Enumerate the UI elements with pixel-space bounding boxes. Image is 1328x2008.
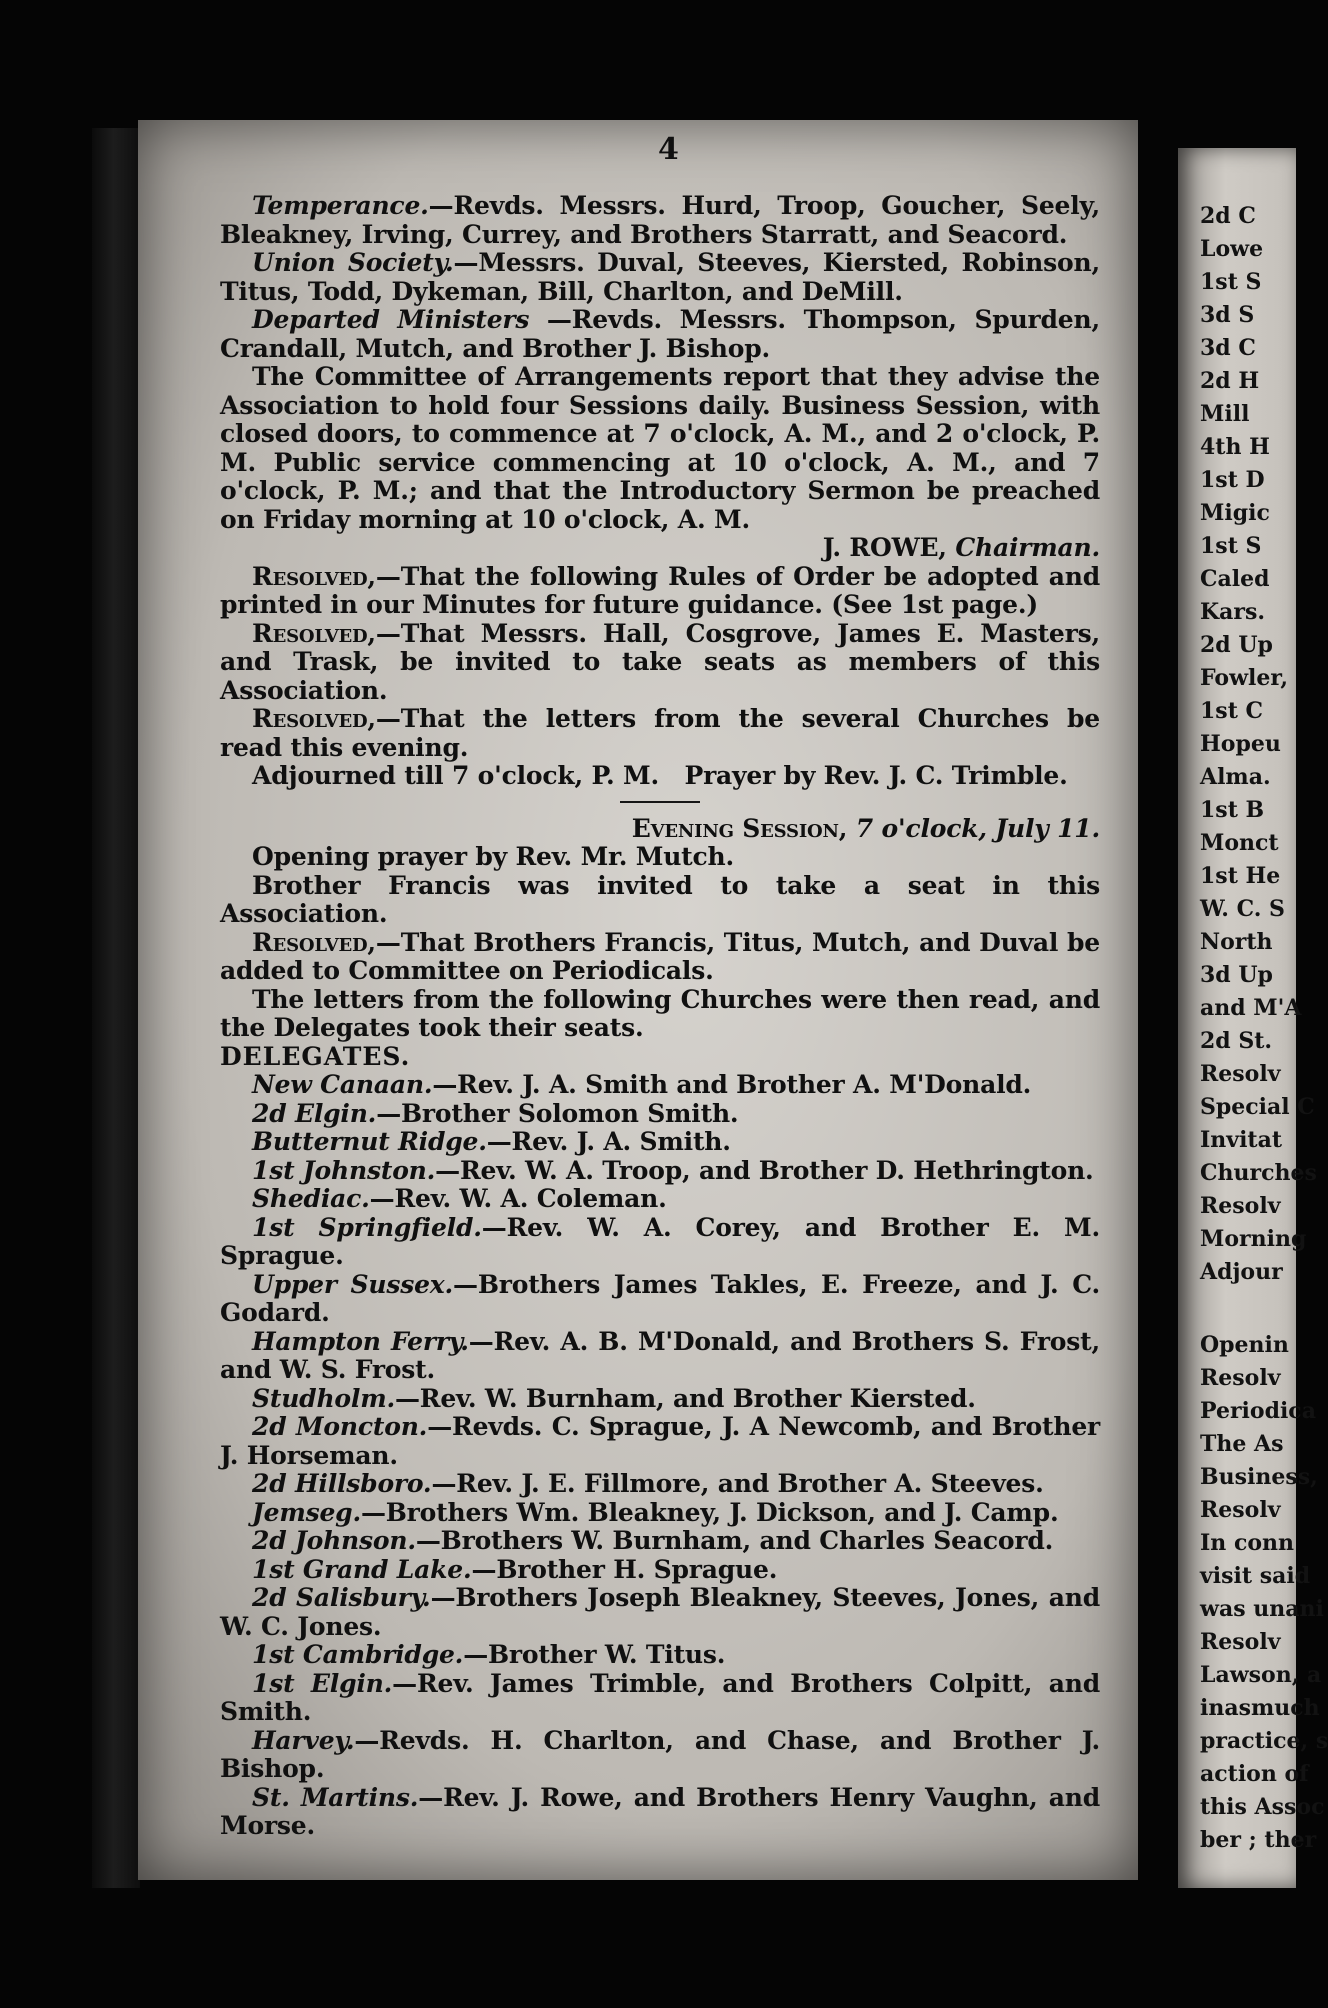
list-item: 2d Salisbury.—Brothers Joseph Bleakney, Steeves, Jones, and W. C. Jones. [220, 1583, 1100, 1641]
list-item: Upper Sussex.—Brothers James Takles, E. Freeze, and J. C. Godard. [220, 1269, 1100, 1327]
list-item: Invitat [1200, 1127, 1283, 1153]
list-item: Harvey.—Revds. H. Charlton, and Chase, and Brother J. Bishop. [220, 1725, 1100, 1783]
list-item: New Canaan.—Rev. J. A. Smith and Brother A. M'Donald. [252, 1070, 1032, 1099]
list-item: Special C [1200, 1094, 1315, 1120]
list-item: 2d St. [1200, 1028, 1273, 1054]
list-item: St. Martins.—Rev. J. Rowe, and Brothers Henry Vaughn, and Morse. [220, 1782, 1100, 1840]
list-item: Hopeu [1200, 731, 1281, 757]
page-number: 4 [658, 132, 679, 167]
list-item: Periodica [1200, 1398, 1316, 1424]
list-item: Jemseg.—Brothers Wm. Bleakney, J. Dickson, and J. Camp. [252, 1497, 1059, 1527]
list-item: Mill [1200, 401, 1250, 427]
arrangements-report: The Committee of Arrangements report that they advise the Association to hold four Sessions daily. Business Session, with closed doors, to commence at 7 o'clock, A. M., and 2 o'clock, P. M. Public service commencing at 10 o'clock, A. M., and 7 o'clock, P. M.; and that the Introductory Sermon be preached on Friday morning at 10 o'clock, A. M. [220, 362, 1100, 534]
list-item: Fowler, [1200, 665, 1289, 691]
list-item: Monct [1200, 830, 1279, 856]
list-item: Migic [1200, 500, 1270, 526]
delegates-heading: DELEGATES. [220, 1041, 411, 1071]
list-item: 3d C [1200, 335, 1256, 361]
list-item: Resolv [1200, 1497, 1281, 1523]
list-item: 2d Up [1200, 632, 1273, 658]
list-item: 1st C [1200, 698, 1264, 724]
adjourned-note: Adjourned till 7 o'clock, P. M. Prayer by Rev. J. C. Trimble. [252, 761, 1068, 790]
list-item: 1st Grand Lake.—Brother H. Sprague. [252, 1554, 778, 1584]
facing-page-fragments [1178, 148, 1328, 1857]
list-item: 3d Up [1200, 962, 1273, 988]
list-item: 1st Elgin.—Rev. James Trimble, and Brothers Colpitt, and Smith. [220, 1668, 1100, 1726]
list-item: 1st Springfield.—Rev. W. A. Corey, and Brother E. M. Sprague. [220, 1212, 1100, 1270]
resolution-rules-of-order: Resolved,—That the following Rules of Order be adopted and printed in our Minutes for future guidance. (See 1st page.) [220, 561, 1100, 619]
list-item: Openin [1200, 1332, 1289, 1358]
list-item: Resolv [1200, 1629, 1281, 1655]
list-item: 1st He [1200, 863, 1281, 889]
list-item: 1st Johnston.—Rev. W. A. Troop, and Brother D. Hethrington. [252, 1155, 1094, 1185]
list-item: 1st Cambridge.—Brother W. Titus. [252, 1640, 726, 1669]
list-item: 3d S [1200, 302, 1255, 328]
committee-departed-ministers: Departed Ministers —Revds. Messrs. Thompson, Spurden, Crandall, Mutch, and Brother J. Bishop. [220, 305, 1100, 363]
list-item: Studholm.—Rev. W. Burnham, and Brother Kiersted. [252, 1383, 976, 1413]
list-item: 1st S [1200, 269, 1262, 295]
list-item: Resolv [1200, 1061, 1281, 1087]
list-item: Morning [1200, 1226, 1307, 1252]
list-item: Lawson, a [1200, 1662, 1322, 1688]
page-content [220, 192, 1100, 1841]
list-item: Adjour [1200, 1259, 1283, 1285]
list-item: Alma. [1200, 764, 1271, 790]
evening-session-heading: Evening Session, 7 o'clock, July 11. [631, 813, 1100, 843]
list-item: Caled [1200, 566, 1270, 592]
list-item: 4th H [1200, 434, 1270, 460]
chairman-signature: J. ROWE, Chairman. [822, 533, 1100, 562]
resolution-letters: Resolved,—That the letters from the several Churches be read this evening. [220, 704, 1100, 762]
list-item: Lowe [1200, 236, 1264, 262]
book-spine [92, 128, 140, 1888]
list-item: was unani [1200, 1596, 1324, 1622]
list-item: visit said [1200, 1563, 1311, 1589]
list-item: 2d Moncton.—Revds. C. Sprague, J. A Newcomb, and Brother J. Horseman. [220, 1412, 1100, 1470]
list-item: Butternut Ridge.—Rev. J. A. Smith. [252, 1127, 731, 1156]
list-item: Resolv [1200, 1365, 1281, 1391]
letters-read: The letters from the following Churches were then read, and the Delegates took their seats. [220, 984, 1100, 1042]
list-item: 1st B [1200, 797, 1265, 823]
resolution-periodicals: Resolved,—That Brothers Francis, Titus, Mutch, and Duval be added to Committee on Periodicals. [220, 927, 1100, 985]
list-item: Resolv [1200, 1193, 1281, 1219]
opening-prayer: Opening prayer by Rev. Mr. Mutch. [252, 842, 735, 871]
list-item: 2d Hillsboro.—Rev. J. E. Fillmore, and Brother A. Steeves. [252, 1469, 1044, 1498]
resolution-invite-members: Resolved,—That Messrs. Hall, Cosgrove, James E. Masters, and Trask, be invited to take seats as members of this Association. [220, 618, 1100, 705]
list-item: 2d H [1200, 368, 1260, 394]
list-item: ber ; ther [1200, 1827, 1317, 1853]
list-item: 2d C [1200, 203, 1256, 229]
committee-union-society: Union Society.—Messrs. Duval, Steeves, Kiersted, Robinson, Titus, Todd, Dykeman, Bill, Charlton, and DeMill. [220, 248, 1100, 306]
book-page [138, 120, 1138, 1880]
list-item: The As [1200, 1431, 1284, 1457]
delegates-list [220, 1071, 1100, 1841]
list-item: practice, s [1200, 1728, 1328, 1754]
section-divider [620, 801, 700, 803]
list-item: inasmuch [1200, 1695, 1320, 1721]
list-item: Business, [1200, 1464, 1318, 1490]
list-item: 2d Johnson.—Brothers W. Burnham, and Charles Seacord. [252, 1526, 1054, 1555]
list-item: Churches [1200, 1160, 1317, 1186]
list-item: North [1200, 929, 1273, 955]
francis-invited: Brother Francis was invited to take a seat in this Association. [220, 870, 1100, 928]
list-item: In conn [1200, 1530, 1295, 1556]
list-item: 1st S [1200, 533, 1262, 559]
list-item: 1st D [1200, 467, 1265, 493]
facing-page-edge [1178, 148, 1328, 1888]
list-item: W. C. S [1200, 896, 1285, 922]
list-item: 2d Elgin.—Brother Solomon Smith. [252, 1098, 739, 1128]
list-item: Hampton Ferry.—Rev. A. B. M'Donald, and Brothers S. Frost, and W. S. Frost. [220, 1326, 1100, 1384]
list-item: and M'A [1200, 995, 1302, 1021]
list-item: Shediac.—Rev. W. A. Coleman. [252, 1184, 667, 1213]
list-item: this Assoc [1200, 1794, 1325, 1820]
list-item: action of [1200, 1761, 1309, 1787]
committee-temperance: Temperance.—Revds. Messrs. Hurd, Troop, Goucher, Seely, Bleakney, Irving, Currey, and Brothers Starratt, and Seacord. [220, 191, 1100, 249]
list-item: Kars. [1200, 599, 1266, 625]
